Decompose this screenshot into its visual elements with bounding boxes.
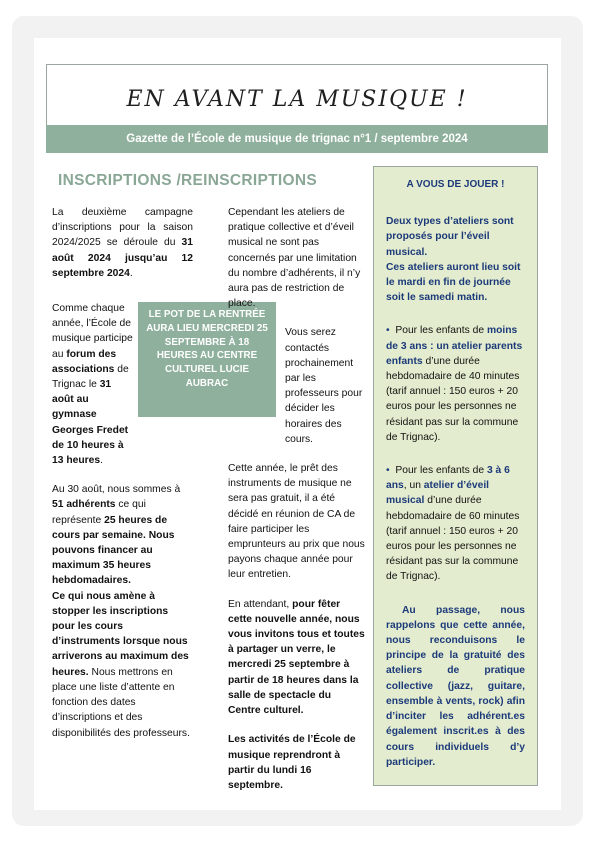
sidebar-closing-note: Au passage, nous rappelons que cette année, nous reconduisons le principe de la gratuité des ateliers de pratique collective (jazz, guitare, ensemble à vents, rock) afin d’inciter les adhérent.es également inscrit.es à des cours individuels d’y participer. [386,604,525,768]
gazette-subtitle-banner: Gazette de l’École de musique de trignac n°1 / septembre 2024 [46,125,548,153]
section-title: INSCRIPTIONS /REINSCRIPTIONS [58,172,318,189]
gazette-title: EN AVANT LA MUSIQUE ! [126,87,468,112]
paragraph-members: Au 30 août, nous sommes à 51 adhérents ce qui représente 25 heures de cours par semaine. Nous pouvons financer au maximum 35 heures hebdomadaires. Ce qui nous amène à stopper les inscriptions pour les cours d’instruments lorsque nous arriverons au maximum des heures. Nous mettrons en place une liste d’attente en fonction des dates d’inscriptions et des disponibilités des professeurs. [52,484,190,739]
sidebar-bullet-under-3: • Pour les enfants de moins de 3 ans : un atelier parents enfants d’une durée hebdomadaire de 40 minutes (tarif annuel : 150 euros + 20 euros pour les personnes ne résidant pas sur la commune de Trignac). [386,325,523,443]
paragraph-invitation: En attendant, pour fêter cette nouvelle année, nous vous invitons tous et toutes à partager un verre, le mercredi 25 septembre à partir de 18 heures dans la salle de spectacle du Centre culturel. [228,598,365,717]
paragraph-instrument-loan: Cette année, le prêt des instruments de musique ne sera pas gratuit, il a été décidé en réunion de CA de faire participer les emprunteurs au prix que nous payons chaque année pour leur entretien. [228,463,365,581]
sidebar-bullet-3-to-6: • Pour les enfants de 3 à 6 ans, un atelier d’éveil musical d’une durée hebdomadaire de 60 minutes (tarif annuel : 150 euros + 20 euros pour les personnes ne résidant pas sur la commune de Trignac). [386,465,520,583]
paragraph-teachers-contact: Vous serez contactés prochainement par les professeurs pour décider les horaires des cours. [285,327,363,445]
masthead [46,64,548,126]
column-middle [228,205,365,807]
callout-rentree-event: LE POT DE LA RENTRÉE AURA LIEU MERCREDI 25 SEPTEMBRE À 18 HEURES AU CENTRE CULTUREL LUCIE AUBRAC [138,302,276,417]
sidebar-ateliers [373,166,538,786]
paragraph-activities-resume: Les activités de l’École de musique reprendront à partir du lundi 16 septembre. [228,734,356,791]
paragraph-forum: Comme chaque année, l’École de musique participe au forum des associations de Trignac le 31 août au gymnase Georges Fredet de 10 heures à 13 heures. [52,303,133,467]
sidebar-intro: Deux types d’ateliers sont proposés pour l’éveil musical. Ces ateliers auront lieu soit le mardi en fin de journée soit le samedi matin. [386,216,521,304]
sidebar-title: A VOUS DE JOUER ! [406,179,505,190]
paragraph-campaign: La deuxième campagne d’inscriptions pour la saison 2024/2025 se déroule du 31 août 2024 jusqu’au 12 septembre 2024. [52,207,193,279]
paragraph-collective-workshops: Cependant les ateliers de pratique collective et d’éveil musical ne sont pas concernés par une limitation du nombre d’adhérents, il n’y aura pas de restriction de place. [228,207,361,310]
column-left [52,205,193,755]
